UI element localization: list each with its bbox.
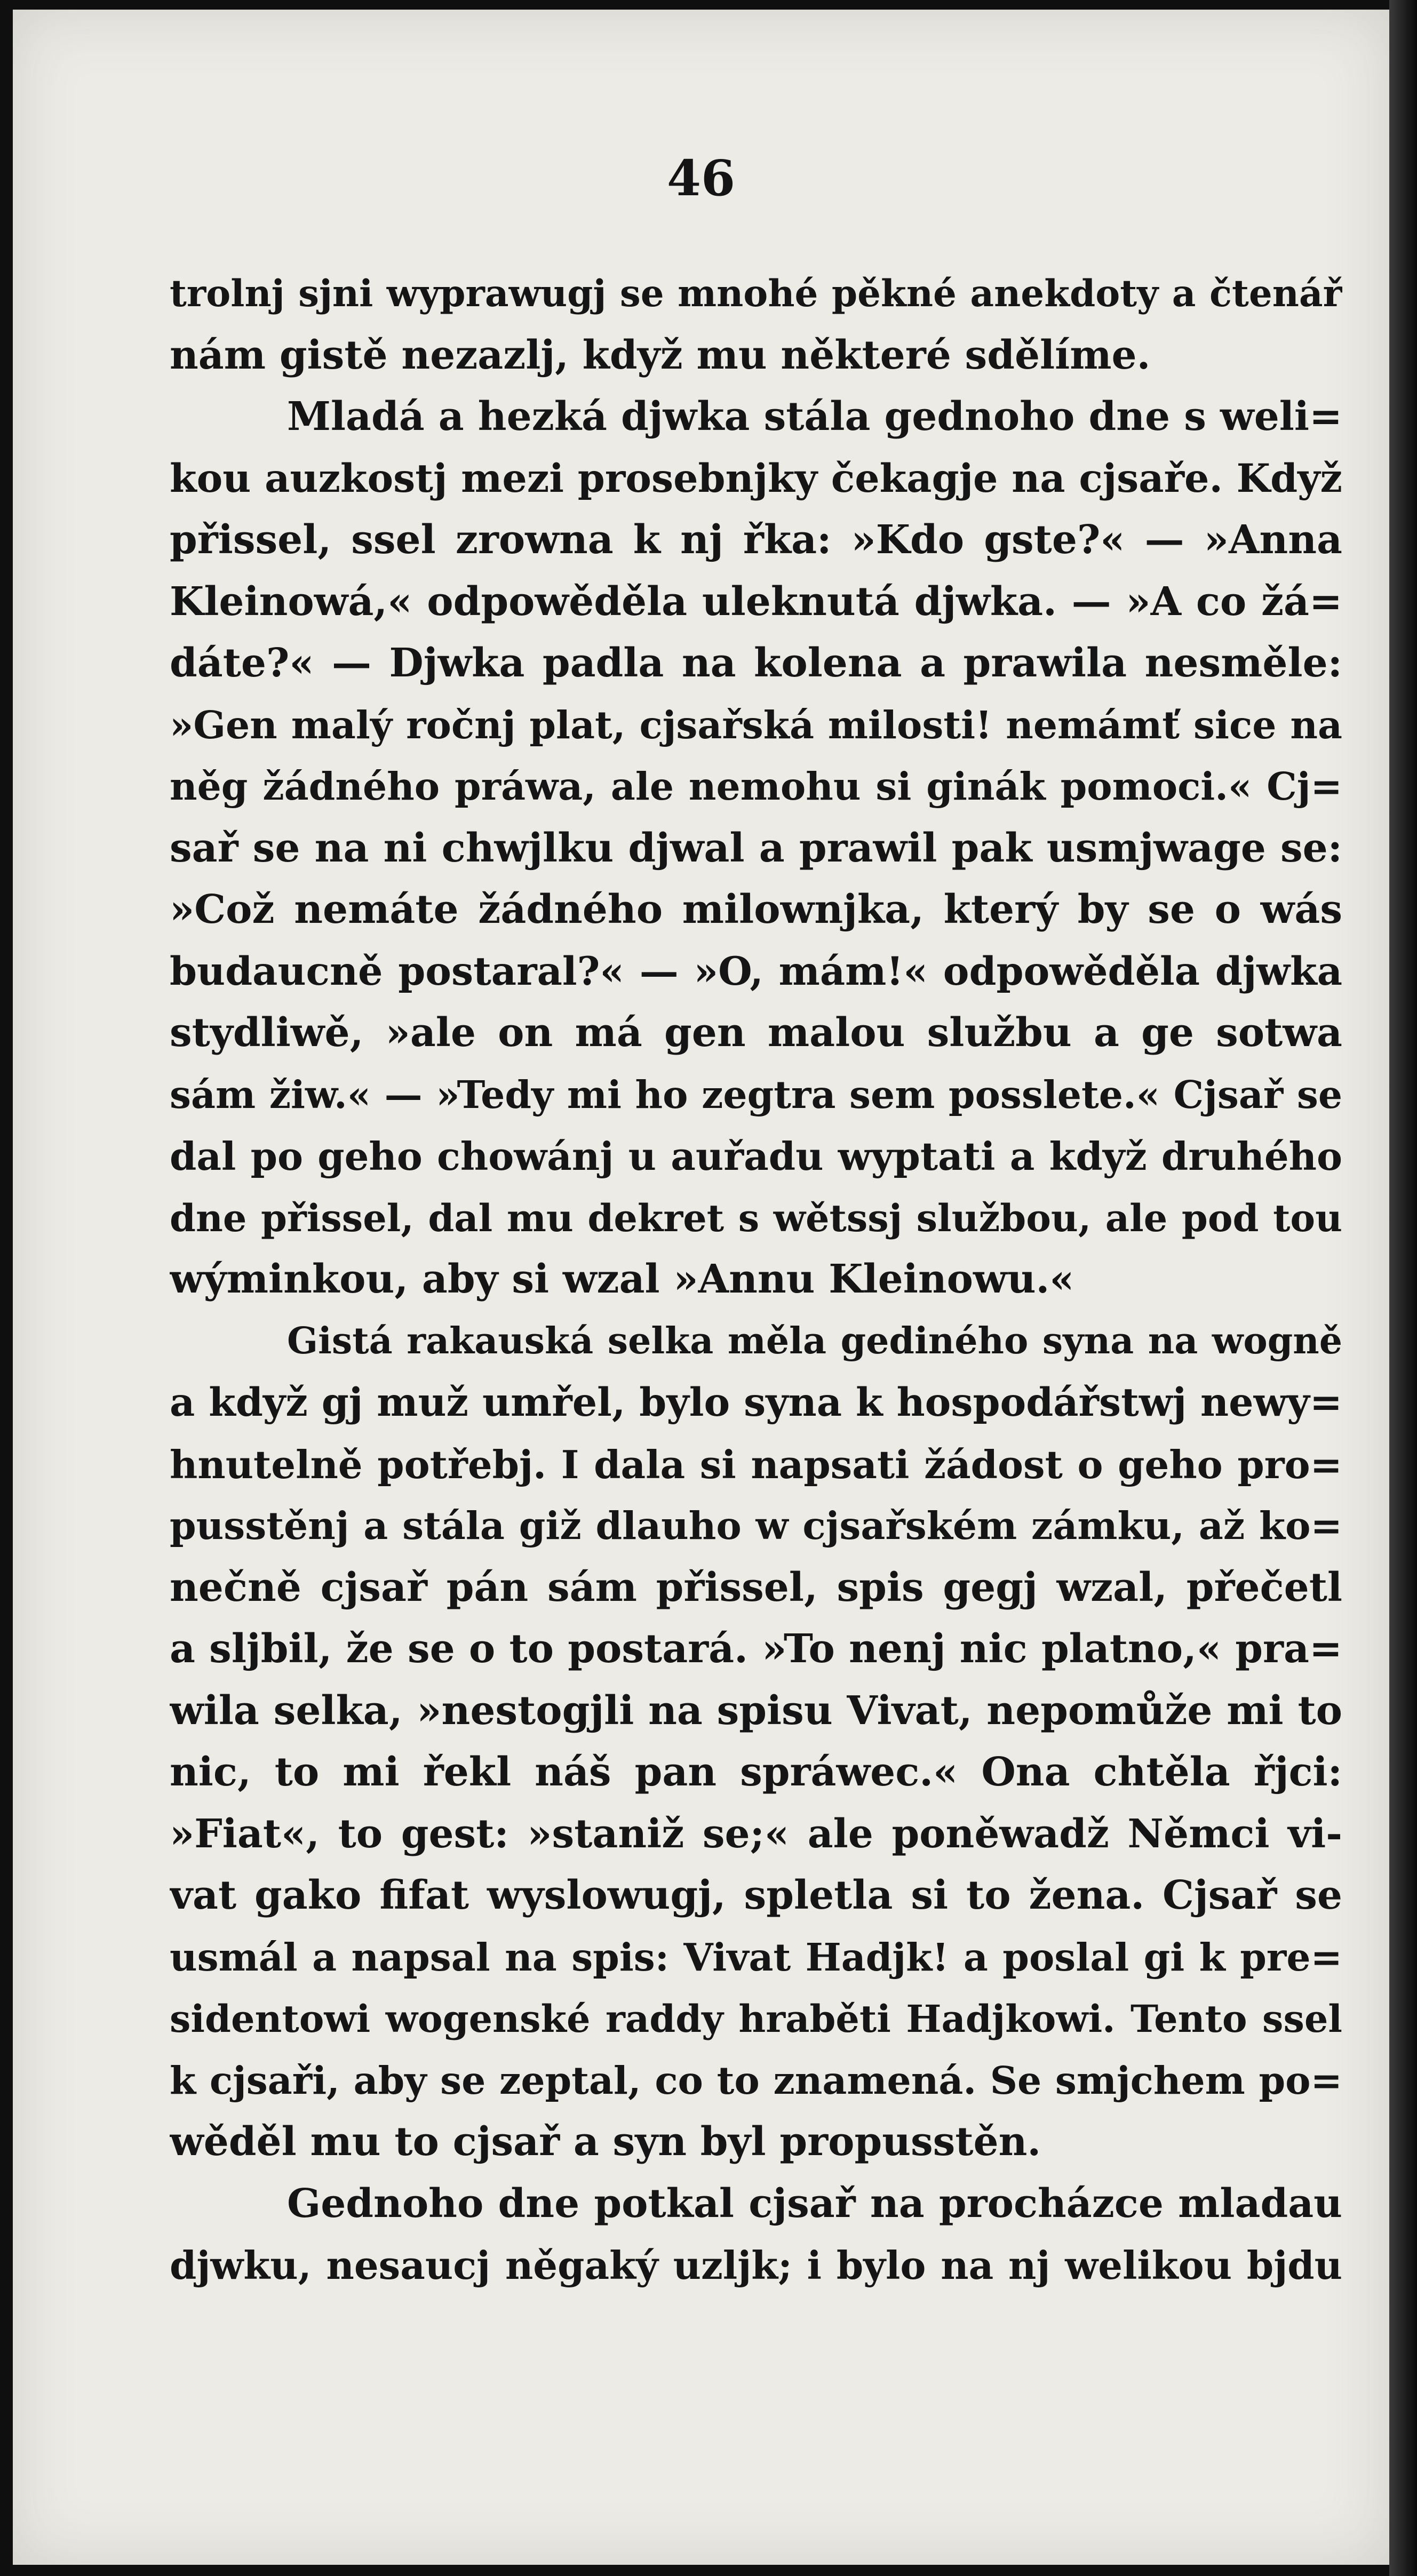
text-line: stydliwě, »ale on má gen malou službu a ge sotwa [170, 1010, 1342, 1056]
text-line: Gistá rakauská selka měla gediného syna na wogně [287, 1319, 1342, 1362]
text-line: sař se na ni chwjlku djwal a prawil pak usmjwage se: [170, 825, 1342, 871]
book-gutter-edge [1389, 0, 1417, 2576]
text-line: wěděl mu to cjsař a syn byl propusstěn. [170, 2119, 1041, 2165]
text-line: dal po geho chowánj u auřadu wyptati a když druhého [170, 1134, 1342, 1179]
text-line: přissel, ssel zrowna k nj řka: »Kdo gste?« — »Anna [170, 517, 1342, 563]
text-line: Kleinowá,« odpowěděla uleknutá djwka. — »A co žá= [170, 578, 1342, 625]
text-line: dne přissel, dal mu dekret s wětssj službou, ale pod tou [170, 1195, 1342, 1240]
text-line: »Gen malý ročnj plat, cjsařská milosti! nemámť sice na [170, 702, 1342, 747]
text-line: sám žiw.« — »Tedy mi ho zegtra sem posslete.« Cjsař se [170, 1072, 1342, 1117]
text-line: nám gistě nezazlj, když mu některé sdělíme. [170, 332, 1151, 378]
text-line: sidentowi wogenské raddy hraběti Hadjkowi. Tento ssel [170, 1997, 1342, 2041]
page-number: 46 [666, 149, 736, 207]
text-line: vat gako fifat wyslowugj, spletla si to žena. Cjsař se [170, 1872, 1342, 1918]
text-line: a sljbil, že se o to postará. »To nenj nic platno,« pra= [170, 1626, 1342, 1672]
text-line: a když gj muž umřel, bylo syna k hospodářstwj newy= [170, 1379, 1342, 1425]
text-line: k cjsaři, aby se zeptal, co to znamená. Se smjchem po= [170, 2057, 1342, 2103]
text-line: »Fiat«, to gest: »staniž se;« ale poněwadž Němci vi- [170, 1811, 1342, 1857]
text-line: nečně cjsař pán sám přissel, spis gegj wzal, přečetl [170, 1564, 1342, 1610]
text-line: wila selka, »nestogjli na spisu Vivat, nepomůže mi to [170, 1687, 1342, 1734]
text-line: nic, to mi řekl náš pan spráwec.« Ona chtěla řjci: [170, 1749, 1342, 1795]
text-line: trolnj sjni wyprawugj se mnohé pěkné anekdoty a čtenář [170, 272, 1342, 315]
text-line: Gednoho dne potkal cjsař na procházce mladau [287, 2180, 1342, 2227]
text-line: kou auzkostj mezi prosebnjky čekagje na cjsaře. Když [170, 455, 1342, 501]
text-line: něg žádného práwa, ale nemohu si ginák pomoci.« Cj= [170, 764, 1342, 809]
text-line: budaucně postaral?« — »O, mám!« odpowěděla djwka [170, 948, 1342, 994]
text-line: wýminkou, aby si wzal »Annu Kleinowu.« [170, 1256, 1074, 1302]
body-text [170, 263, 1342, 2296]
text-line: Mladá a hezká djwka stála gednoho dne s weli= [287, 394, 1342, 440]
book-page [13, 10, 1389, 2565]
text-line: usmál a napsal na spis: Vivat Hadjk! a poslal gi k pre= [170, 1934, 1342, 1980]
text-line: djwku, nesaucj něgaký uzljk; i bylo na nj welikou bjdu [170, 2243, 1342, 2288]
text-line: hnutelně potřebj. I dala si napsati žádost o geho pro= [170, 1441, 1342, 1487]
text-line: dáte?« — Djwka padla na kolena a prawila nesměle: [170, 640, 1342, 686]
text-line: »Což nemáte žádného milownjka, který by se o wás [170, 887, 1342, 932]
text-line: pusstěnj a stála giž dlauho w cjsařském zámku, až ko= [170, 1503, 1342, 1548]
